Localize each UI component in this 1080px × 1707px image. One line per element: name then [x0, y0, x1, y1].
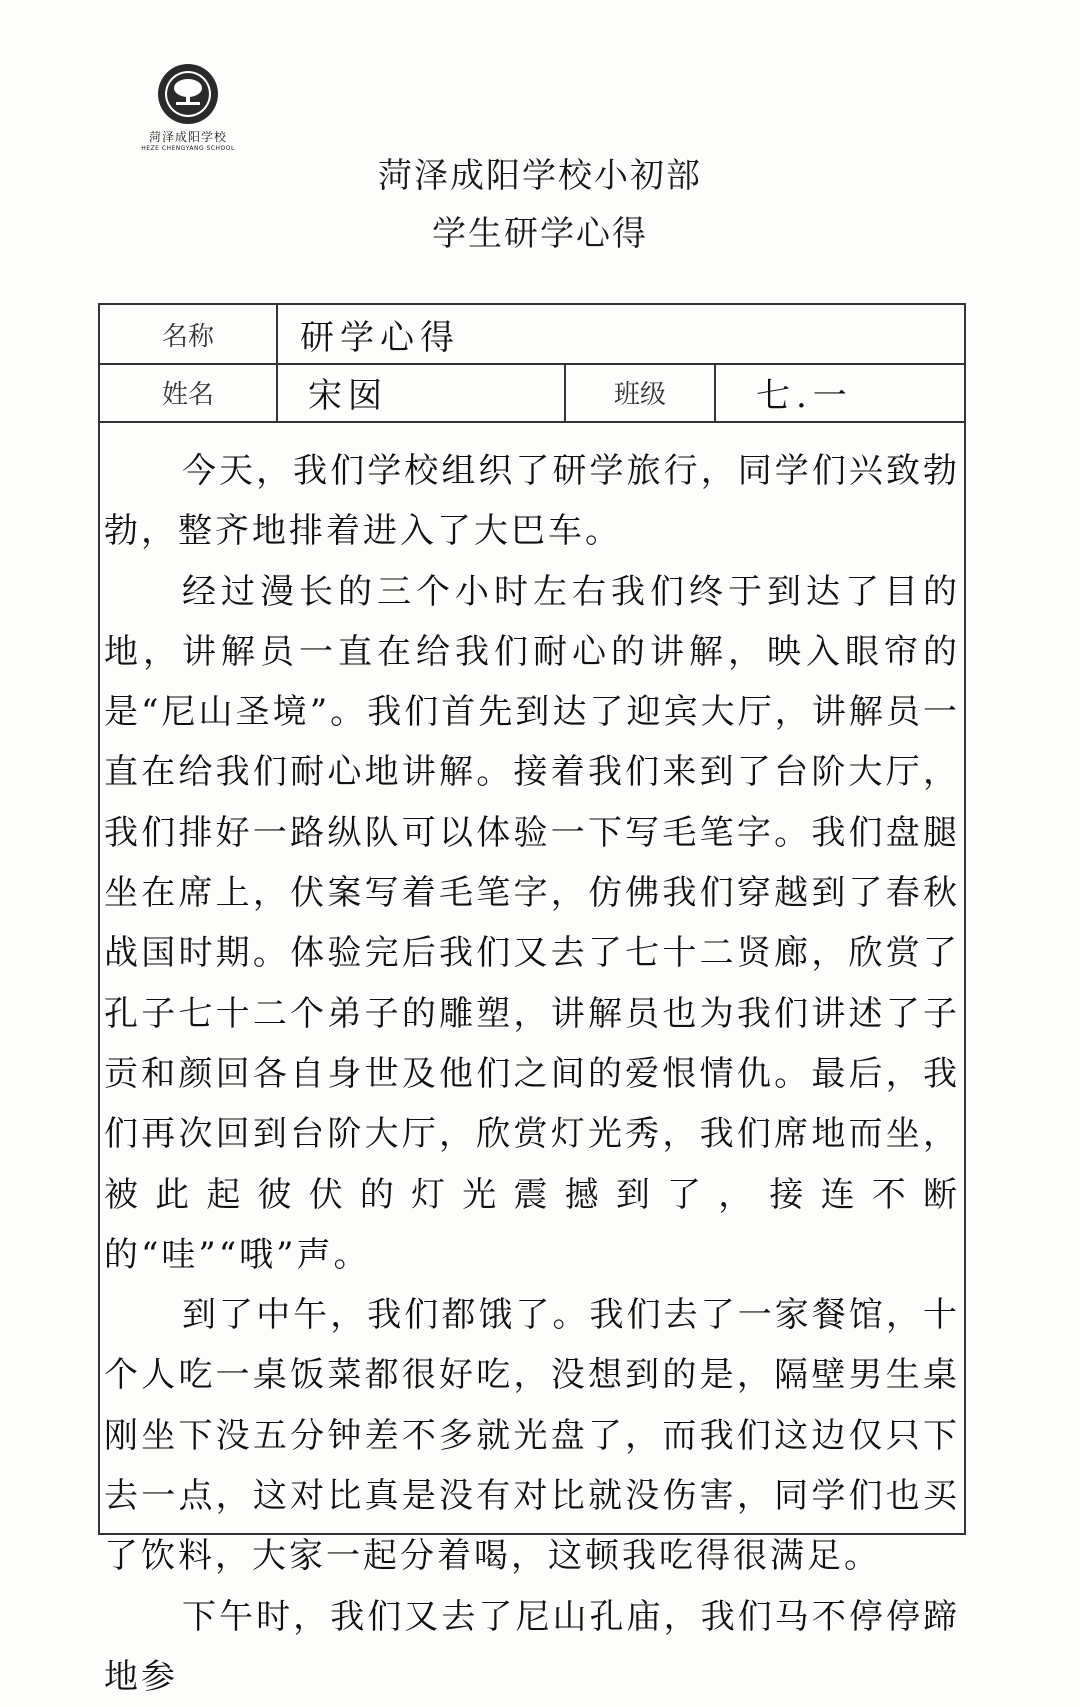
name-value: 研学心得	[300, 317, 460, 358]
logo-school-name-en: HEZE CHENGYANG SCHOOL	[141, 145, 235, 152]
student-value: 宋囡	[278, 363, 566, 421]
page-subtitle: 学生研学心得	[432, 214, 648, 254]
essay-body	[100, 423, 964, 1707]
logo-school-name: 菏泽成阳学校	[148, 130, 227, 144]
essay-paragraph: 到了中午，我们都饿了。我们去了一家餐馆，十个人吃一桌饭菜都很好吃，没想到的是，隔壁男生桌刚坐下没五分钟差不多就光盘了，而我们这边仅只下去一点，这对比真是没有对比就没伤害，同学们也买了饮料，大家一起分着喝，这顿我吃得很满足。	[104, 1295, 960, 1577]
school-emblem-icon	[156, 62, 220, 126]
form-row-student	[100, 363, 964, 423]
form-row-title	[100, 305, 964, 365]
school-logo	[128, 62, 248, 162]
class-label: 班级	[566, 363, 716, 421]
essay-paragraph: 下午时，我们又去了尼山孔庙，我们马不停停蹄地参	[104, 1596, 960, 1697]
class-value: 七.一	[756, 375, 853, 416]
name-label: 名称	[100, 305, 278, 363]
student-label: 姓名	[100, 363, 278, 421]
essay-paragraph: 经过漫长的三个小时左右我们终于到达了目的地，讲解员一直在给我们耐心的讲解，映入眼帘的是“尼山圣境”。我们首先到达了迎宾大厅，讲解员一直在给我们耐心地讲解。接着我们来到了台阶大厅，我们排好一路纵队可以体验一下写毛笔字。我们盘腿坐在席上，伏案写着毛笔字，仿佛我们穿越到了春秋战国时期。体验完后我们又去了七十二贤廊，欣赏了孔子七十二个弟子的雕塑，讲解员也为我们讲述了子贡和颜回各自身世及他们之间的爱恨情仇。最后，我们再次回到台阶大厅，欣赏灯光秀，我们席地而坐，被此起彼伏的灯光震撼到了，接连不断的“哇”“哦”声。	[104, 571, 960, 1275]
page-title: 菏泽成阳学校小初部	[378, 156, 702, 196]
essay-paragraph: 今天，我们学校组织了研学旅行，同学们兴致勃勃，整齐地排着进入了大巴车。	[104, 451, 960, 552]
reflection-form	[98, 303, 966, 1697]
